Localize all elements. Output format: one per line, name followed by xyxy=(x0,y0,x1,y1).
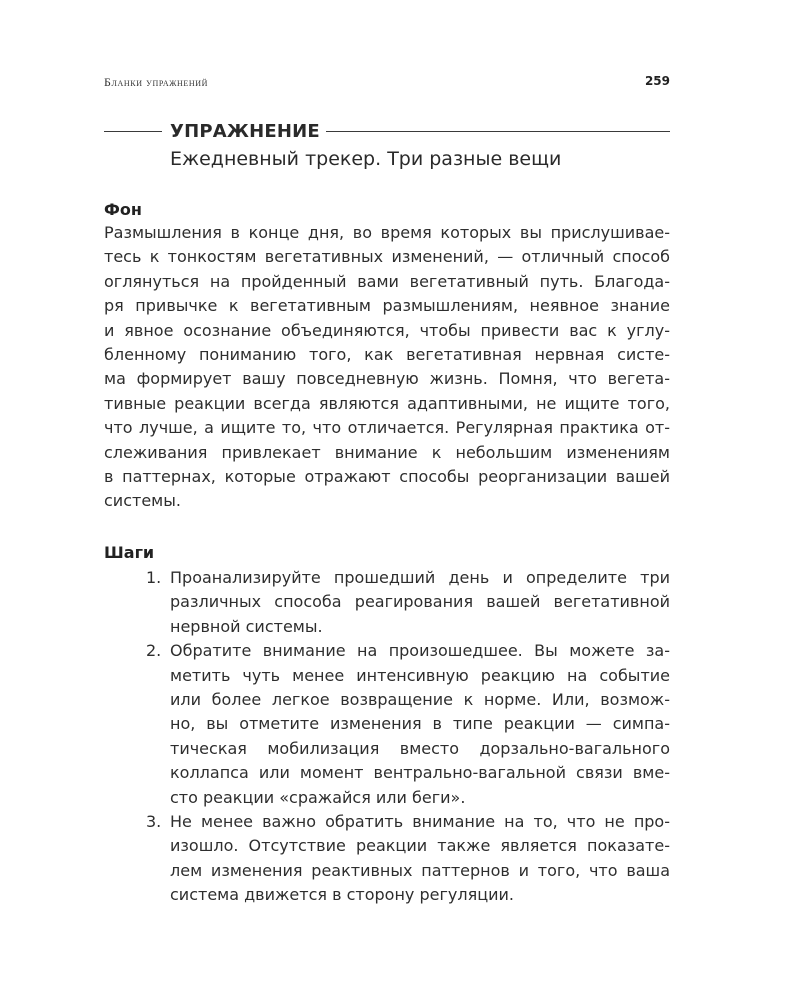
step-number: 3. xyxy=(146,812,162,832)
exercise-title: Ежедневный трекер. Три разные вещи xyxy=(170,148,562,170)
paragraph-line: Размышления в конце дня, во время которых вы прислушивае- xyxy=(104,223,670,242)
step-line: Проанализируйте прошедший день и определите три xyxy=(170,568,670,587)
paragraph-line: тивные реакции всегда являются адаптивными, не ищите того, xyxy=(104,393,670,413)
step-line: система движется в сторону регуляции. xyxy=(170,885,514,905)
paragraph-line: слеживания привлекает внимание к небольшим изменениям xyxy=(104,442,670,462)
rule-left xyxy=(104,131,162,133)
step-line: коллапса или момент вентрально-вагальной связи вме- xyxy=(170,763,670,783)
paragraph-line: и явное осознание объединяются, чтобы привести вас к углу- xyxy=(104,320,670,340)
step-line: нервной системы. xyxy=(170,616,323,636)
background-paragraph xyxy=(104,221,670,514)
steps-list xyxy=(146,566,670,908)
exercise-header xyxy=(104,121,670,142)
step-number: 1. xyxy=(146,568,162,587)
paragraph-line: системы. xyxy=(104,491,181,511)
step-item xyxy=(146,566,670,639)
step-line: лем изменения реактивных паттернов и того, что ваша xyxy=(170,860,670,880)
step-line: Обратите внимание на произошедшее. Вы можете за- xyxy=(170,641,670,661)
rule-right xyxy=(326,131,670,133)
step-line: изошло. Отсутствие реакции также является показате- xyxy=(170,836,670,856)
step-line: Не менее важно обратить внимание на то, что не про- xyxy=(170,812,670,832)
step-line: или более легкое возвращение к норме. Или, возмож- xyxy=(170,690,670,710)
step-line: но, вы отметите изменения в типе реакции — симпа- xyxy=(170,714,670,734)
page-number: 259 xyxy=(644,74,670,88)
background-heading: Фон xyxy=(104,200,142,219)
step-line: различных способа реагирования вашей вегетативной xyxy=(170,592,670,612)
step-line: сто реакции «сражайся или беги». xyxy=(170,787,466,807)
steps-heading: Шаги xyxy=(104,543,155,562)
step-line: метить чуть менее интенсивную реакцию на событие xyxy=(170,665,670,685)
paragraph-line: ма формирует вашу повседневную жизнь. Помня, что вегета- xyxy=(104,369,670,389)
step-line: тическая мобилизация вместо дорзально-вагального xyxy=(170,738,670,758)
paragraph-line: в паттернах, которые отражают способы реорганизации вашей xyxy=(104,467,670,487)
paragraph-line: тесь к тонкостям вегетативных изменений, — отличный способ xyxy=(104,247,670,267)
step-item xyxy=(146,639,670,810)
paragraph-line: бленному пониманию того, как вегетативная нервная систе- xyxy=(104,345,670,365)
running-head: Бланки упражнений xyxy=(104,75,208,89)
paragraph-line: оглянуться на пройденный вами вегетативный путь. Благода- xyxy=(104,271,670,291)
step-item xyxy=(146,810,670,908)
paragraph-line: что лучше, а ищите то, что отличается. Регулярная практика от- xyxy=(104,418,670,438)
paragraph-line: ря привычке к вегетативным размышлениям, неявное знание xyxy=(104,296,670,316)
step-number: 2. xyxy=(146,641,162,661)
exercise-label: УПРАЖНЕНИЕ xyxy=(170,121,320,142)
